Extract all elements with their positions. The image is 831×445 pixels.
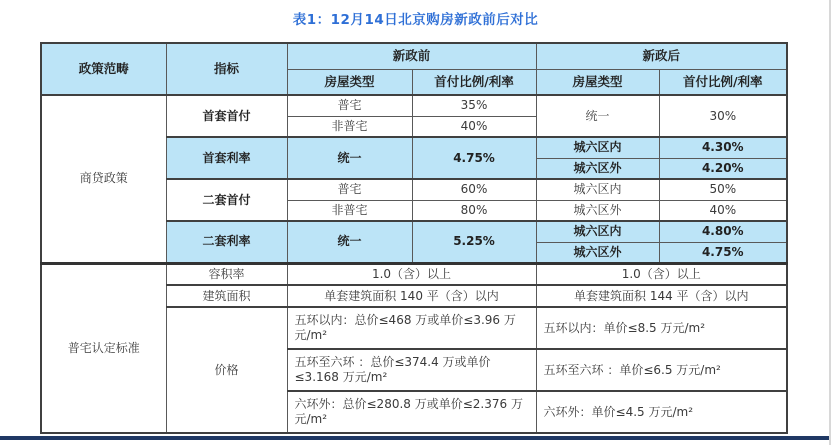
- cell-first-rate-before-type: 统一: [287, 137, 412, 179]
- table-title: 表1：12月14日北京购房新政前后对比: [292, 12, 539, 28]
- cell-second-down-before-type-feiputong: 非普宅: [287, 200, 412, 221]
- cell-second-rate-indicator: 二套利率: [166, 221, 287, 263]
- cell-second-down-after-type-outer: 城六区外: [536, 200, 659, 221]
- header-indicator: 指标: [166, 43, 287, 95]
- cell-second-down-before-value-putong: 60%: [412, 179, 536, 200]
- cell-plot-ratio-after: 1.0（含）以上: [536, 263, 787, 285]
- cell-ordinary-category: 普宅认定标准: [41, 263, 166, 433]
- cell-first-rate-indicator: 首套利率: [166, 137, 287, 179]
- cell-first-rate-after-value-outer: 4.20%: [659, 158, 787, 179]
- cell-first-rate-after-value-inner: 4.30%: [659, 137, 787, 158]
- cell-first-down-before-type-putong: 普宅: [287, 95, 412, 116]
- cell-second-down-before-type-putong: 普宅: [287, 179, 412, 200]
- header-before-ratio-rate: 首付比例/利率: [412, 69, 536, 95]
- cell-second-down-indicator: 二套首付: [166, 179, 287, 221]
- cell-second-down-after-value-outer: 40%: [659, 200, 787, 221]
- policy-comparison-table: [40, 42, 788, 434]
- cell-first-down-after-value: 30%: [659, 95, 787, 137]
- cell-price-after-ring5: 五环以内：单价≤8.5 万元/m²: [536, 307, 787, 349]
- cell-first-rate-after-type-outer: 城六区外: [536, 158, 659, 179]
- header-after-ratio-rate: 首付比例/利率: [659, 69, 787, 95]
- cell-second-rate-before-value: 5.25%: [412, 221, 536, 263]
- cell-plot-ratio-indicator: 容积率: [166, 263, 287, 285]
- header-after-house-type: 房屋类型: [536, 69, 659, 95]
- cell-floor-area-indicator: 建筑面积: [166, 285, 287, 307]
- cell-price-indicator: 价格: [166, 307, 287, 433]
- cell-second-rate-after-value-inner: 4.80%: [659, 221, 787, 242]
- header-after-group: 新政后: [536, 43, 787, 69]
- cell-second-down-before-value-feiputong: 80%: [412, 200, 536, 221]
- cell-second-rate-before-type: 统一: [287, 221, 412, 263]
- cell-first-rate-before-value: 4.75%: [412, 137, 536, 179]
- cell-price-before-ring5to6: 五环至六环 ：总价≤374.4 万或单价≤3.168 万元/m²: [287, 349, 536, 391]
- cell-first-rate-after-type-inner: 城六区内: [536, 137, 659, 158]
- cell-first-down-before-type-feiputong: 非普宅: [287, 116, 412, 137]
- cell-second-down-after-type-inner: 城六区内: [536, 179, 659, 200]
- cell-floor-area-before: 单套建筑面积 140 平（含）以内: [287, 285, 536, 307]
- cell-second-rate-after-type-outer: 城六区外: [536, 242, 659, 263]
- cell-first-down-after-type: 统一: [536, 95, 659, 137]
- cell-price-before-ring6plus: 六环外：总价≤280.8 万或单价≤2.376 万元/m²: [287, 391, 536, 433]
- cell-price-after-ring6plus: 六环外：单价≤4.5 万元/m²: [536, 391, 787, 433]
- page-bottom-rule: [0, 436, 831, 440]
- cell-price-after-ring5to6: 五环至六环 ：单价≤6.5 万元/m²: [536, 349, 787, 391]
- header-before-house-type: 房屋类型: [287, 69, 412, 95]
- header-before-group: 新政前: [287, 43, 536, 69]
- cell-second-rate-after-value-outer: 4.75%: [659, 242, 787, 263]
- cell-second-rate-after-type-inner: 城六区内: [536, 221, 659, 242]
- cell-first-down-indicator: 首套首付: [166, 95, 287, 137]
- cell-floor-area-after: 单套建筑面积 144 平（含）以内: [536, 285, 787, 307]
- cell-second-down-after-value-inner: 50%: [659, 179, 787, 200]
- cell-price-before-ring5: 五环以内：总价≤468 万或单价≤3.96 万元/m²: [287, 307, 536, 349]
- cell-plot-ratio-before: 1.0（含）以上: [287, 263, 536, 285]
- header-policy-category: 政策范畴: [41, 43, 166, 95]
- cell-commercial-category: 商贷政策: [41, 95, 166, 263]
- cell-first-down-before-value-putong: 35%: [412, 95, 536, 116]
- cell-first-down-before-value-feiputong: 40%: [412, 116, 536, 137]
